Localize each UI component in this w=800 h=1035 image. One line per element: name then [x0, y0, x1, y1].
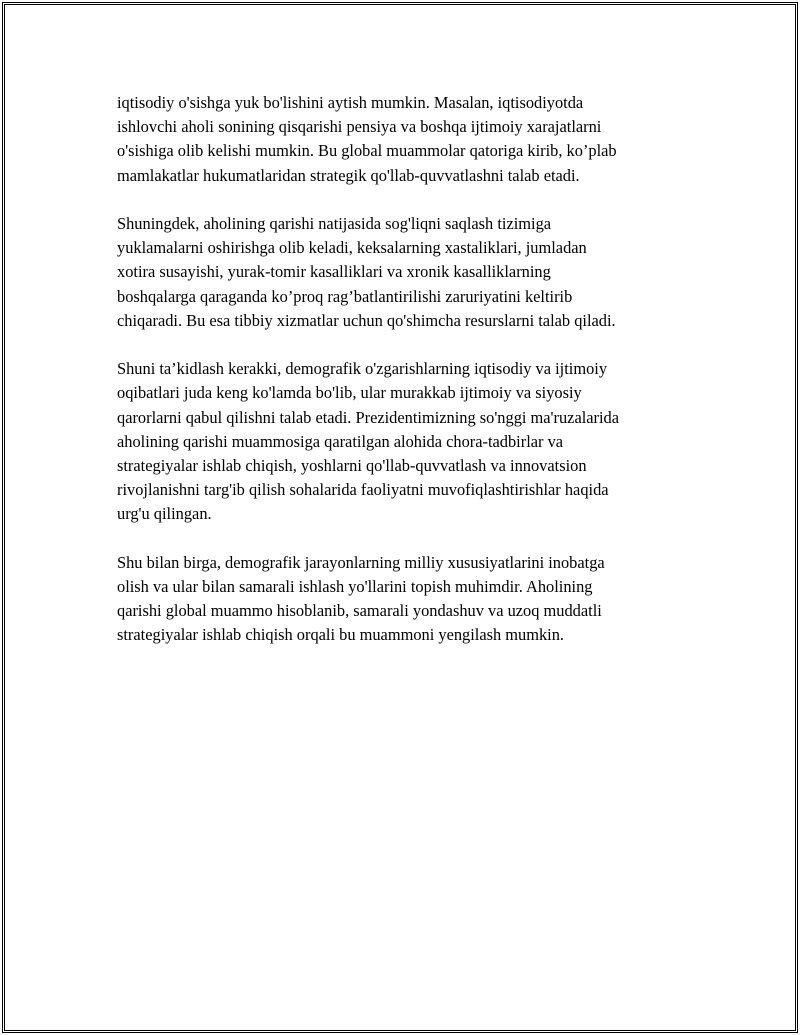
- text-line: xotira susayishi, yurak-tomir kasalliklari va xronik kasalliklarning: [117, 262, 551, 282]
- text-line: Shuni ta’kidlash kerakki, demografik o'zgarishlarning iqtisodiy va ijtimoiy: [117, 359, 608, 379]
- text-line: oqibatlari juda keng ko'lamda bo'lib, ular murakkab ijtimoiy va siyosiy: [117, 383, 582, 403]
- text-line: chiqaradi. Bu esa tibbiy xizmatlar uchun qo'shimcha resurslarni talab qiladi.: [117, 310, 616, 330]
- text-line: olish va ular bilan samarali ishlash yo'llarini topish muhimdir. Aholining: [117, 577, 593, 597]
- text-line: ishlovchi aholi sonining qisqarishi pensiya va boshqa ijtimoiy xarajatlarni: [117, 117, 602, 137]
- text-line: urg'u qilingan.: [117, 504, 212, 524]
- text-line: iqtisodiy o'sishga yuk bo'lishini aytish mumkin. Masalan, iqtisodiyotda: [117, 93, 584, 112]
- text-line: o'sishiga olib kelishi mumkin. Bu global muammolar qatoriga kirib, ko’plab: [117, 141, 617, 161]
- text-line: qarorlarni qabul qilishni talab etadi. Prezidentimizning so'nggi ma'ruzalarida: [117, 407, 620, 427]
- text-line: qarishi global muammo hisoblanib, samarali yondashuv va uzoq muddatli: [117, 601, 602, 621]
- paragraph: [117, 91, 692, 188]
- text-line: strategiyalar ishlab chiqish orqali bu muammoni yengilash mumkin.: [117, 625, 565, 645]
- text-line: strategiyalar ishlab chiqish, yoshlarni qo'llab-quvvatlash va innovatsion: [117, 456, 587, 476]
- text-line: aholining qarishi muammosiga qaratilgan alohida chora-tadbirlar va: [117, 431, 564, 451]
- paragraph: [117, 551, 692, 648]
- text-line: Shu bilan birga, demografik jarayonlarning milliy xususiyatlarini inobatga: [117, 552, 605, 572]
- paragraph: [117, 212, 692, 333]
- text-line: rivojlanishni targ'ib qilish sohalarida faoliyatni muvofiqlashtirishlar haqida: [117, 480, 609, 500]
- text-line: boshqalarga qaraganda ko’proq rag’batlantirilishi zaruriyatini keltirib: [117, 286, 573, 306]
- text-line: mamlakatlar hukumatlaridan strategik qo'llab-quvvatlashni talab etadi.: [117, 165, 580, 185]
- text-line: yuklamalarni oshirishga olib keladi, keksalarning xastaliklari, jumladan: [117, 238, 587, 258]
- text-line: Shuningdek, aholining qarishi natijasida sog'liqni saqlash tizimiga: [117, 214, 552, 233]
- paragraph: [117, 357, 692, 526]
- document-body: [117, 91, 692, 672]
